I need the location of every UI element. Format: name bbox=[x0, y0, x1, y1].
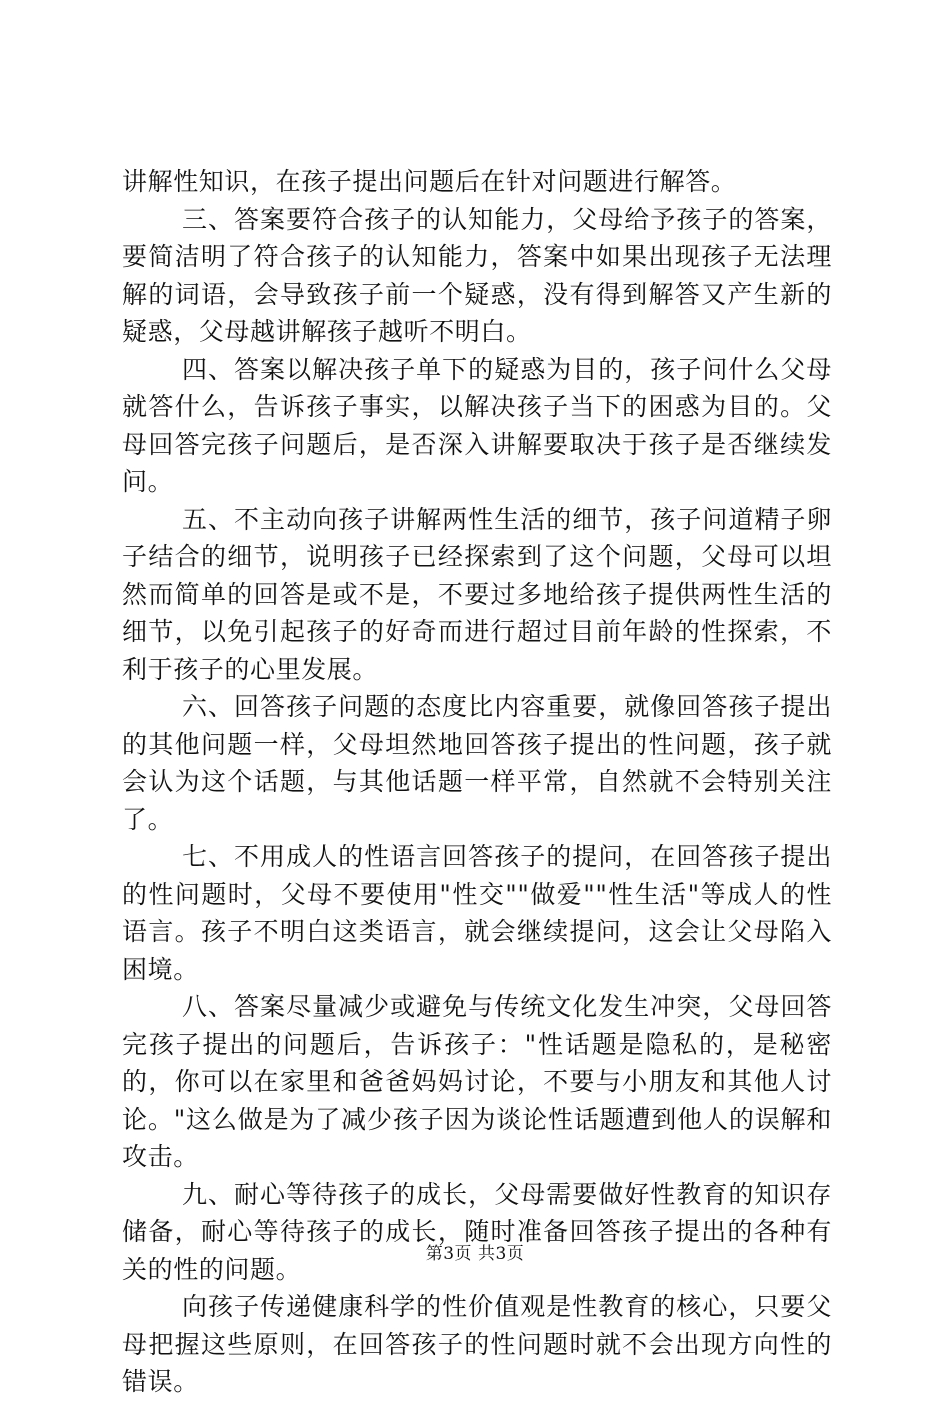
page-number-footer: 第3页 共3页 bbox=[425, 1244, 525, 1264]
paragraph-point-6: 六、回答孩子问题的态度比内容重要，就像回答孩子提出的其他问题一样，父母坦然地回答孩子提出的性问题，孩子就会认为这个话题，与其他话题一样平常，自然就不会特别关注了。 bbox=[122, 692, 832, 834]
paragraph-conclusion: 向孩子传递健康科学的性价值观是性教育的核心，只要父母把握这些原则，在回答孩子的性问题时就不会出现方向性的错误。 bbox=[122, 1292, 832, 1396]
paragraph-continuation: 讲解性知识，在孩子提出问题后在针对问题进行解答。 bbox=[122, 167, 737, 196]
paragraph-point-8: 八、答案尽量减少或避免与传统文化发生冲突，父母回答完孩子提出的问题后，告诉孩子："性话题是隐私的，是秘密的，你可以在家里和爸爸妈妈讨论，不要与小朋友和其他人讨论。"这么做是为了减少孩子因为谈论性话题遭到他人的误解和攻击。 bbox=[122, 992, 832, 1171]
paragraph-point-5: 五、不主动向孩子讲解两性生活的细节，孩子问道精子卵子结合的细节，说明孩子已经探索到了这个问题，父母可以坦然而简单的回答是或不是，不要过多地给孩子提供两性生活的细节，以免引起孩子的好奇而进行超过目前年龄的性探索，不利于孩子的心里发展。 bbox=[122, 504, 832, 684]
paragraph-point-9: 九、耐心等待孩子的成长，父母需要做好性教育的知识存储备，耐心等待孩子的成长，随时准备回答孩子提出的各种有关的性的问题。 bbox=[122, 1179, 832, 1284]
paragraph-point-7: 七、不用成人的性语言回答孩子的提问，在回答孩子提出的性问题时，父母不要使用"性交""做爱""性生活"等成人的性语言。孩子不明白这类语言，就会继续提问，这会让父母陷入困境。 bbox=[122, 842, 832, 984]
paragraph-point-3: 三、答案要符合孩子的认知能力，父母给予孩子的答案，要简洁明了符合孩子的认知能力，答案中如果出现孩子无法理解的词语，会导致孩子前一个疑惑，没有得到解答又产生新的疑惑，父母越讲解孩子越听不明白。 bbox=[122, 204, 832, 346]
paragraph-point-4: 四、答案以解决孩子单下的疑惑为目的，孩子问什么父母就答什么，告诉孩子事实，以解决孩子当下的困惑为目的。父母回答完孩子问题后，是否深入讲解要取决于孩子是否继续发问。 bbox=[122, 354, 832, 496]
document-body bbox=[122, 163, 832, 1401]
